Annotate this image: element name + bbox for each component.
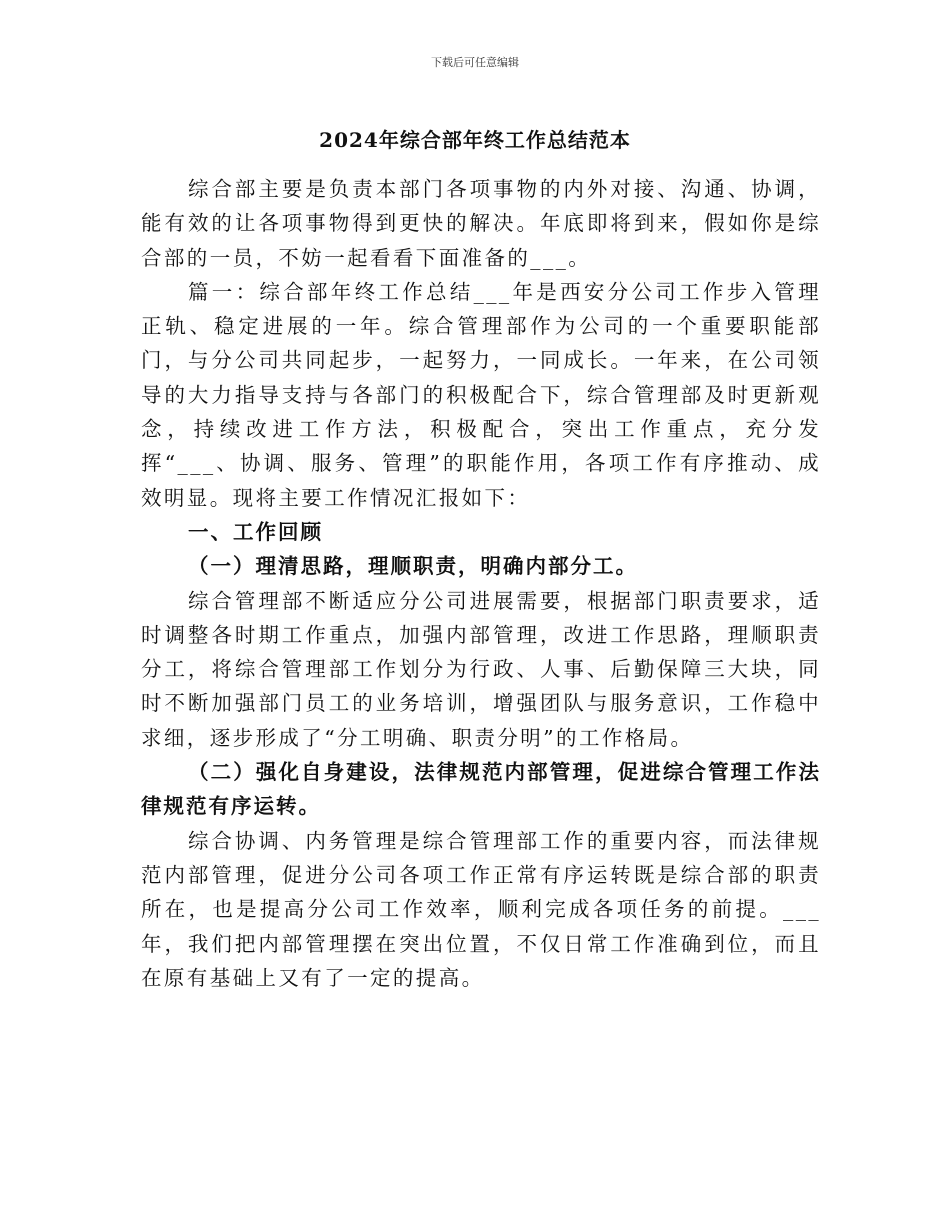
- sub2-heading: （二）强化自身建设，法律规范内部管理，促进综合管理工作法律规范有序运转。: [141, 760, 821, 819]
- section1-heading: 一、工作回顾: [188, 519, 323, 544]
- part1-intro-paragraph: 篇一：综合部年终工作总结___年是西安分公司工作步入管理正轨、稳定进展的一年。综合管理部作为公司的一个重要职能部门，与分公司共同起步，一起努力，一同成长。一年来，在公司领导的大力指导支持与各部门的积极配合下，综合管理部及时更新观念，持续改进工作方法，积极配合，突出工作重点，充分发挥“___、协调、服务、管理”的职能作用，各项工作有序推动、成效明显。现将主要工作情况汇报如下：: [141, 279, 821, 510]
- header-note: 下载后可任意编辑: [431, 56, 519, 69]
- sub2-body-paragraph: 综合协调、内务管理是综合管理部工作的重要内容，而法律规范内部管理，促进分公司各项工作正常有序运转既是综合部的职责所在，也是提高分公司工作效率，顺利完成各项任务的前提。___年，我们把内部管理摆在突出位置，不仅日常工作准确到位，而且在原有基础上又有了一定的提高。: [141, 828, 821, 990]
- document-body: [141, 172, 821, 995]
- sub1-body-paragraph: 综合管理部不断适应分公司进展需要，根据部门职责要求，适时调整各时期工作重点，加强内部管理，改进工作思路，理顺职责分工，将综合管理部工作划分为行政、人事、后勤保障三大块，同时不断加强部门员工的业务培训，增强团队与服务意识，工作稳中求细，逐步形成了“分工明确、职责分明”的工作格局。: [141, 588, 821, 750]
- document-title: 2024年综合部年终工作总结范本: [319, 128, 631, 152]
- sub1-heading: （一）理清思路，理顺职责，明确内部分工。: [188, 554, 638, 579]
- intro-paragraph: 综合部主要是负责本部门各项事物的内外对接、沟通、协调，能有效的让各项事物得到更快的解决。年底即将到来，假如你是综合部的一员，不妨一起看看下面准备的___。: [141, 177, 821, 270]
